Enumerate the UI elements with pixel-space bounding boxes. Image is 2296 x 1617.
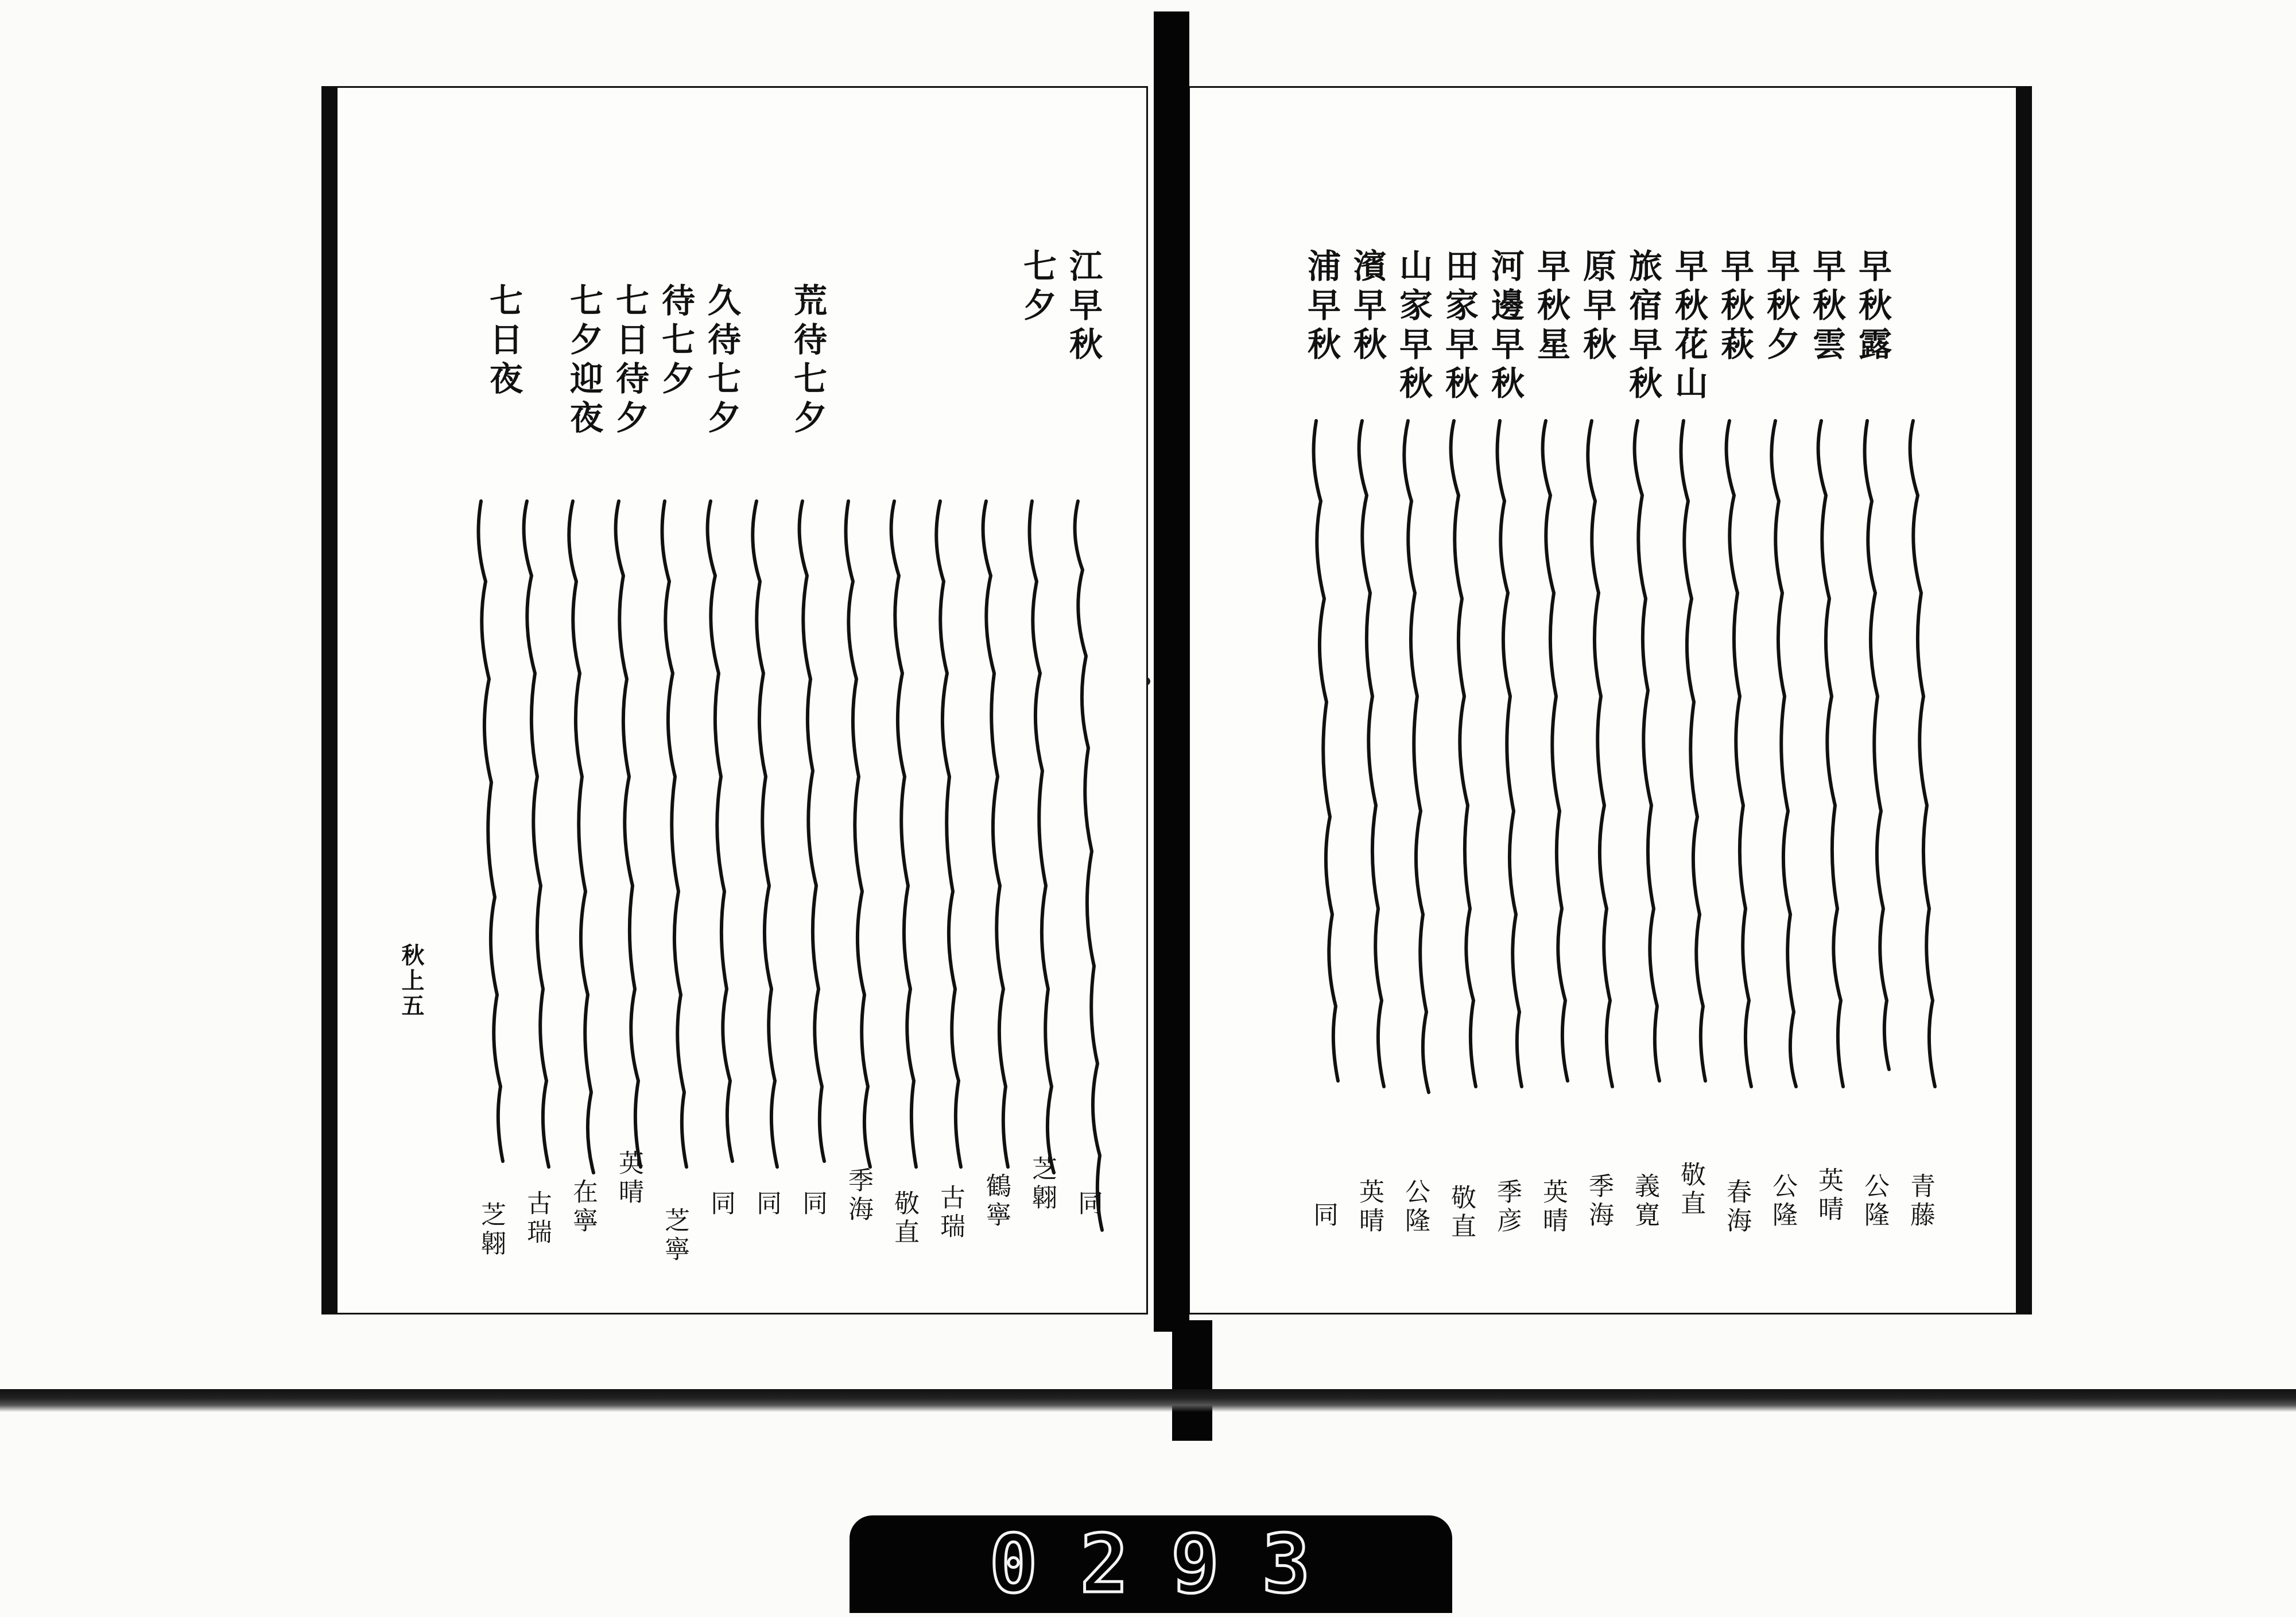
folio-label: 秋上五: [398, 943, 425, 1019]
poem-title: 早秋夕: [1761, 249, 1800, 366]
poem-title: 原早秋: [1577, 249, 1616, 366]
right-page: [1188, 86, 2032, 1314]
poem-title: 江早秋: [1064, 249, 1103, 366]
poet-name: 敬直: [1676, 1161, 1705, 1219]
poem-title: 久待七夕: [702, 283, 741, 439]
poem-title: 浦早秋: [1302, 249, 1341, 366]
poem-title: 濱早秋: [1348, 249, 1387, 366]
poet-name: 同: [1073, 1190, 1103, 1219]
poem-title: 待七夕: [656, 283, 695, 400]
poem-title: 河邊早秋: [1486, 249, 1525, 405]
book-gutter: [1154, 11, 1189, 1332]
poet-name: 芝翺: [476, 1201, 506, 1259]
poet-name: 季彦: [1492, 1178, 1522, 1236]
poem-title: 荒待七夕: [788, 283, 827, 439]
poet-name: 公隆: [1401, 1178, 1430, 1236]
open-book: [310, 80, 2032, 1332]
poet-name: 同: [1309, 1201, 1338, 1230]
poet-name: 芝翺: [1027, 1155, 1057, 1213]
poem-title: 旅宿早秋: [1623, 249, 1662, 405]
poet-name: 英晴: [1814, 1167, 1843, 1224]
poet-name: 敬直: [890, 1190, 919, 1247]
poet-name: 青藤: [1906, 1173, 1935, 1230]
poet-name: 英晴: [614, 1150, 643, 1207]
poem-title: 山家早秋: [1394, 249, 1433, 405]
poem-title: 早秋萩: [1715, 249, 1754, 366]
poet-name: 古瑞: [936, 1184, 965, 1242]
frame-number-stamp: [850, 1515, 1452, 1613]
poem-title: 七日夜: [484, 283, 523, 400]
frame-digit: 0: [989, 1517, 1040, 1611]
poet-name: 春海: [1722, 1178, 1751, 1236]
poem-title: 七夕: [1018, 249, 1057, 327]
poet-name: 同: [752, 1190, 781, 1219]
poet-name: 芝寧: [660, 1207, 689, 1265]
poem-title: 早秋星: [1531, 249, 1570, 366]
poet-name: 公隆: [1860, 1173, 1889, 1230]
cursive-poem-text: [1282, 409, 1948, 1173]
poet-name: 季海: [1584, 1173, 1614, 1230]
poem-title: 早秋雲: [1807, 249, 1846, 366]
cursive-poem-text: [441, 490, 1107, 1314]
frame-digit: 9: [1171, 1517, 1222, 1611]
poem-title: 早秋露: [1853, 249, 1892, 366]
poet-name: 古瑞: [522, 1190, 552, 1247]
poet-name: 鶴寧: [982, 1173, 1011, 1230]
poem-title: 七夕迎夜: [564, 283, 603, 439]
left-page: [321, 86, 1148, 1314]
poet-name: 公隆: [1768, 1173, 1797, 1230]
poet-name: 在寧: [568, 1178, 598, 1236]
page-edge-shadow: [0, 1389, 2296, 1412]
poet-name: 同: [706, 1190, 735, 1219]
poem-title: 田家早秋: [1440, 249, 1479, 405]
poet-name: 敬直: [1446, 1184, 1476, 1242]
book-gutter-shadow: [1172, 1320, 1212, 1441]
poet-name: 英晴: [1355, 1178, 1384, 1236]
poet-name: 同: [798, 1190, 827, 1219]
poem-title: 七日待夕: [610, 283, 649, 439]
poet-name: 義寛: [1630, 1173, 1659, 1230]
frame-digit: 3: [1262, 1517, 1313, 1611]
poet-name: 季海: [844, 1167, 873, 1224]
poem-title: 早秋花山: [1669, 249, 1708, 405]
poet-name: 英晴: [1538, 1178, 1568, 1236]
frame-digit: 2: [1080, 1517, 1131, 1611]
